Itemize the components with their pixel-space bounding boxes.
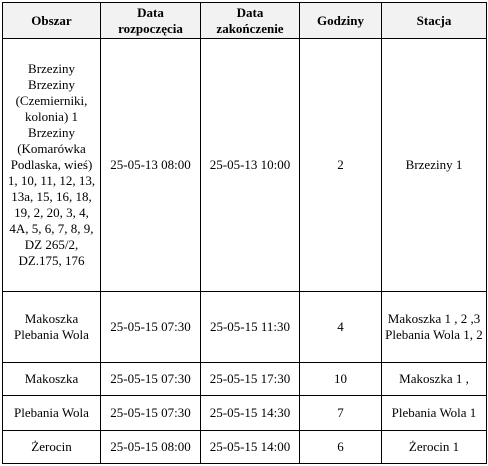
cell-start: 25-05-13 08:00 [101,39,201,292]
header-end-date: Data zakończenie [201,3,300,39]
cell-start: 25-05-15 08:00 [101,430,201,463]
table-row [3,363,487,395]
header-hours: Godziny [300,3,382,39]
header-area: Obszar [3,3,101,39]
cell-station: Plebania Wola 1 [382,395,487,430]
table-row [3,39,487,292]
cell-end: 25-05-15 17:30 [201,363,300,395]
table-header-row [3,3,487,39]
cell-start: 25-05-15 07:30 [101,291,201,363]
cell-area: Makoszka [3,363,101,395]
cell-area: Makoszka Plebania Wola [3,291,101,363]
cell-end: 25-05-15 14:30 [201,395,300,430]
cell-hours: 10 [300,363,382,395]
cell-station: Żerocin 1 [382,430,487,463]
cell-hours: 6 [300,430,382,463]
header-station: Stacja [382,3,487,39]
table-row [3,395,487,430]
power-outage-table [2,2,487,464]
cell-area: Plebania Wola [3,395,101,430]
table-row [3,430,487,463]
table-row [3,291,487,363]
cell-end: 25-05-13 10:00 [201,39,300,292]
cell-station: Makoszka 1 , [382,363,487,395]
cell-station: Brzeziny 1 [382,39,487,292]
cell-hours: 2 [300,39,382,292]
header-start-date: Data rozpoczęcia [101,3,201,39]
cell-start: 25-05-15 07:30 [101,363,201,395]
cell-area: Brzeziny Brzeziny (Czemierniki, kolonia) 1 Brzeziny (Komarówka Podlaska, wieś) 1, 10, 11, 12, 13, 13a, 15, 16, 18, 19, 2, 20, 3, 4, 4A, 5, 6, 7, 8, 9, DZ 265/2, DZ.175, 176 [3,39,101,292]
cell-area: Żerocin [3,430,101,463]
cell-hours: 4 [300,291,382,363]
cell-end: 25-05-15 11:30 [201,291,300,363]
cell-end: 25-05-15 14:00 [201,430,300,463]
cell-start: 25-05-15 07:30 [101,395,201,430]
cell-hours: 7 [300,395,382,430]
cell-station: Makoszka 1 , 2 ,3 Plebania Wola 1, 2 [382,291,487,363]
